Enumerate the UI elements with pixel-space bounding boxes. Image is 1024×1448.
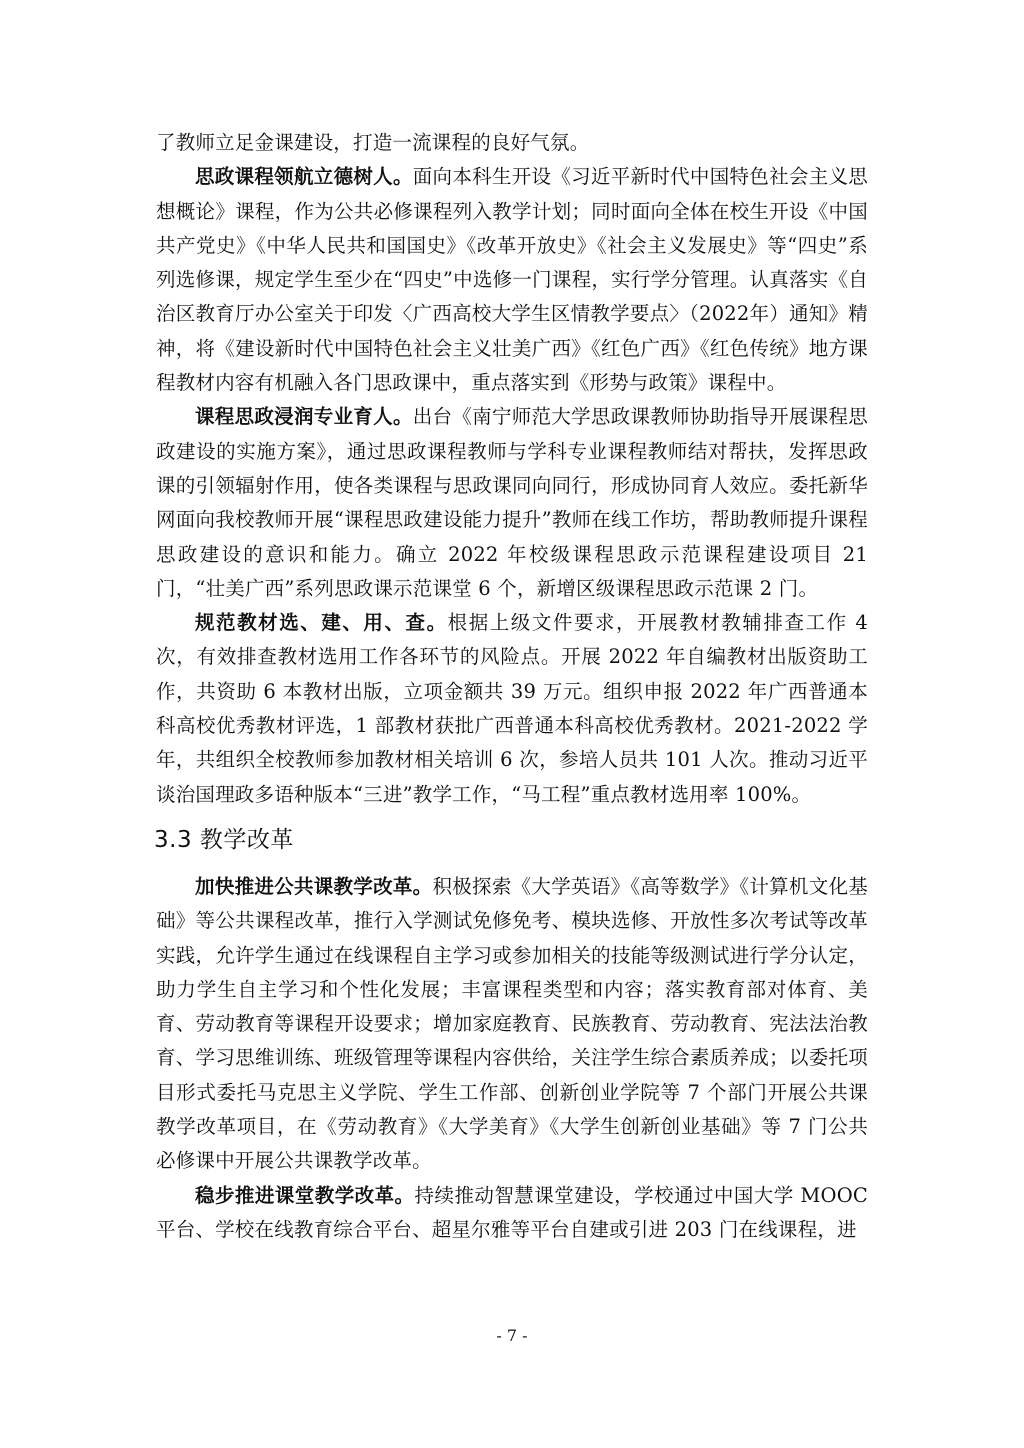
paragraph-lead: 稳步推进课堂教学改革。 xyxy=(195,1183,415,1207)
paragraph-text: 根据上级文件要求，开展教材教辅排查工作 4 次，有效排查教材选用工作各环节的风险点。开展 2022 年自编教材出版资助工作，共资助 6 本教材出版，立项金额共 39 万元。组织申报 2022 年广西普通本科高校优秀教材评选，1 部教材获批广西普通本科高校优秀教材。2021-2022 学年，共组织全校教师参加教材相关培训 6 次，参培人员共 101 人次。推动习近平谈治国理政多语种版本“三进”教学工作，“马工程”重点教材选用率 100%。 xyxy=(156,611,868,806)
paragraph-classroom-reform xyxy=(156,1179,868,1248)
paragraph-text: 出台《南宁师范大学思政课教师协助指导开展课程思政建设的实施方案》，通过思政课程教师与学科专业课程教师结对帮扶，发挥思政课的引领辐射作用，使各类课程与思政课同向同行，形成协同育人效应。委托新华网面向我校教师开展“课程思政建设能力提升”教师在线工作坊，帮助教师提升课程思政建设的意识和能力。确立 2022 年校级课程思政示范课程建设项目 21 门，“壮美广西”系列思政课示范课堂 6 个，新增区级课程思政示范课 2 门。 xyxy=(156,405,868,600)
paragraph-public-course-reform xyxy=(156,870,868,1179)
paragraph-text: 积极探索《大学英语》《高等数学》《计算机文化基础》等公共课程改革，推行入学测试免修免考、模块选修、开放性多次考试等改革实践，允许学生通过在线课程自主学习或参加相关的技能等级测试进行学分认定，助力学生自主学习和个性化发展；丰富课程类型和内容；落实教育部对体育、美育、劳动教育等课程开设要求；增加家庭教育、民族教育、劳动教育、宪法法治教育、学习思维训练、班级管理等课程内容供给，关注学生综合素质养成；以委托项目形式委托马克思主义学院、学生工作部、创新创业学院等 7 个部门开展公共课教学改革项目，在《劳动教育》《大学美育》《大学生创新创业基础》等 7 门公共必修课中开展公共课教学改革。 xyxy=(156,874,869,1173)
paragraph-text: 持续推动智慧课堂建设，学校通过中国大学 MOOC 平台、学校在线教育综合平台、超星尔雅等平台自建或引进 203 门在线课程，进 xyxy=(156,1183,869,1241)
paragraph-ideological-courses xyxy=(156,160,868,400)
paragraph-lead: 规范教材选、建、用、查。 xyxy=(195,611,448,635)
paragraph-lead: 课程思政浸润专业育人。 xyxy=(195,405,413,429)
page-content xyxy=(156,126,868,1247)
paragraph-text: 了教师立足金课建设，打造一流课程的良好气氛。 xyxy=(156,131,590,154)
section-heading: 3.3 教学改革 xyxy=(154,826,294,853)
paragraph-lead: 思政课程领航立德树人。 xyxy=(195,165,413,189)
paragraph-continuation xyxy=(156,126,868,160)
paragraph-text: 面向本科生开设《习近平新时代中国特色社会主义思想概论》课程，作为公共必修课程列入教学计划；同时面向全体在校生开设《中国共产党史》《中华人民共和国国史》《改革开放史》《社会主义发展史》等“四史”系列选修课，规定学生至少在“四史”中选修一门课程，实行学分管理。认真落实《自治区教育厅办公室关于印发〈广西高校大学生区情教学要点〉（2022年）通知》精神，将《建设新时代中国特色社会主义壮美广西》《红色广西》《红色传统》地方课程教材内容有机融入各门思政课中，重点落实到《形势与政策》课程中。 xyxy=(156,165,868,395)
paragraph-textbooks xyxy=(156,606,868,812)
paragraph-lead: 加快推进公共课教学改革。 xyxy=(195,874,433,898)
paragraph-course-ideology xyxy=(156,400,868,606)
page-number: - 7 - xyxy=(496,1326,528,1345)
